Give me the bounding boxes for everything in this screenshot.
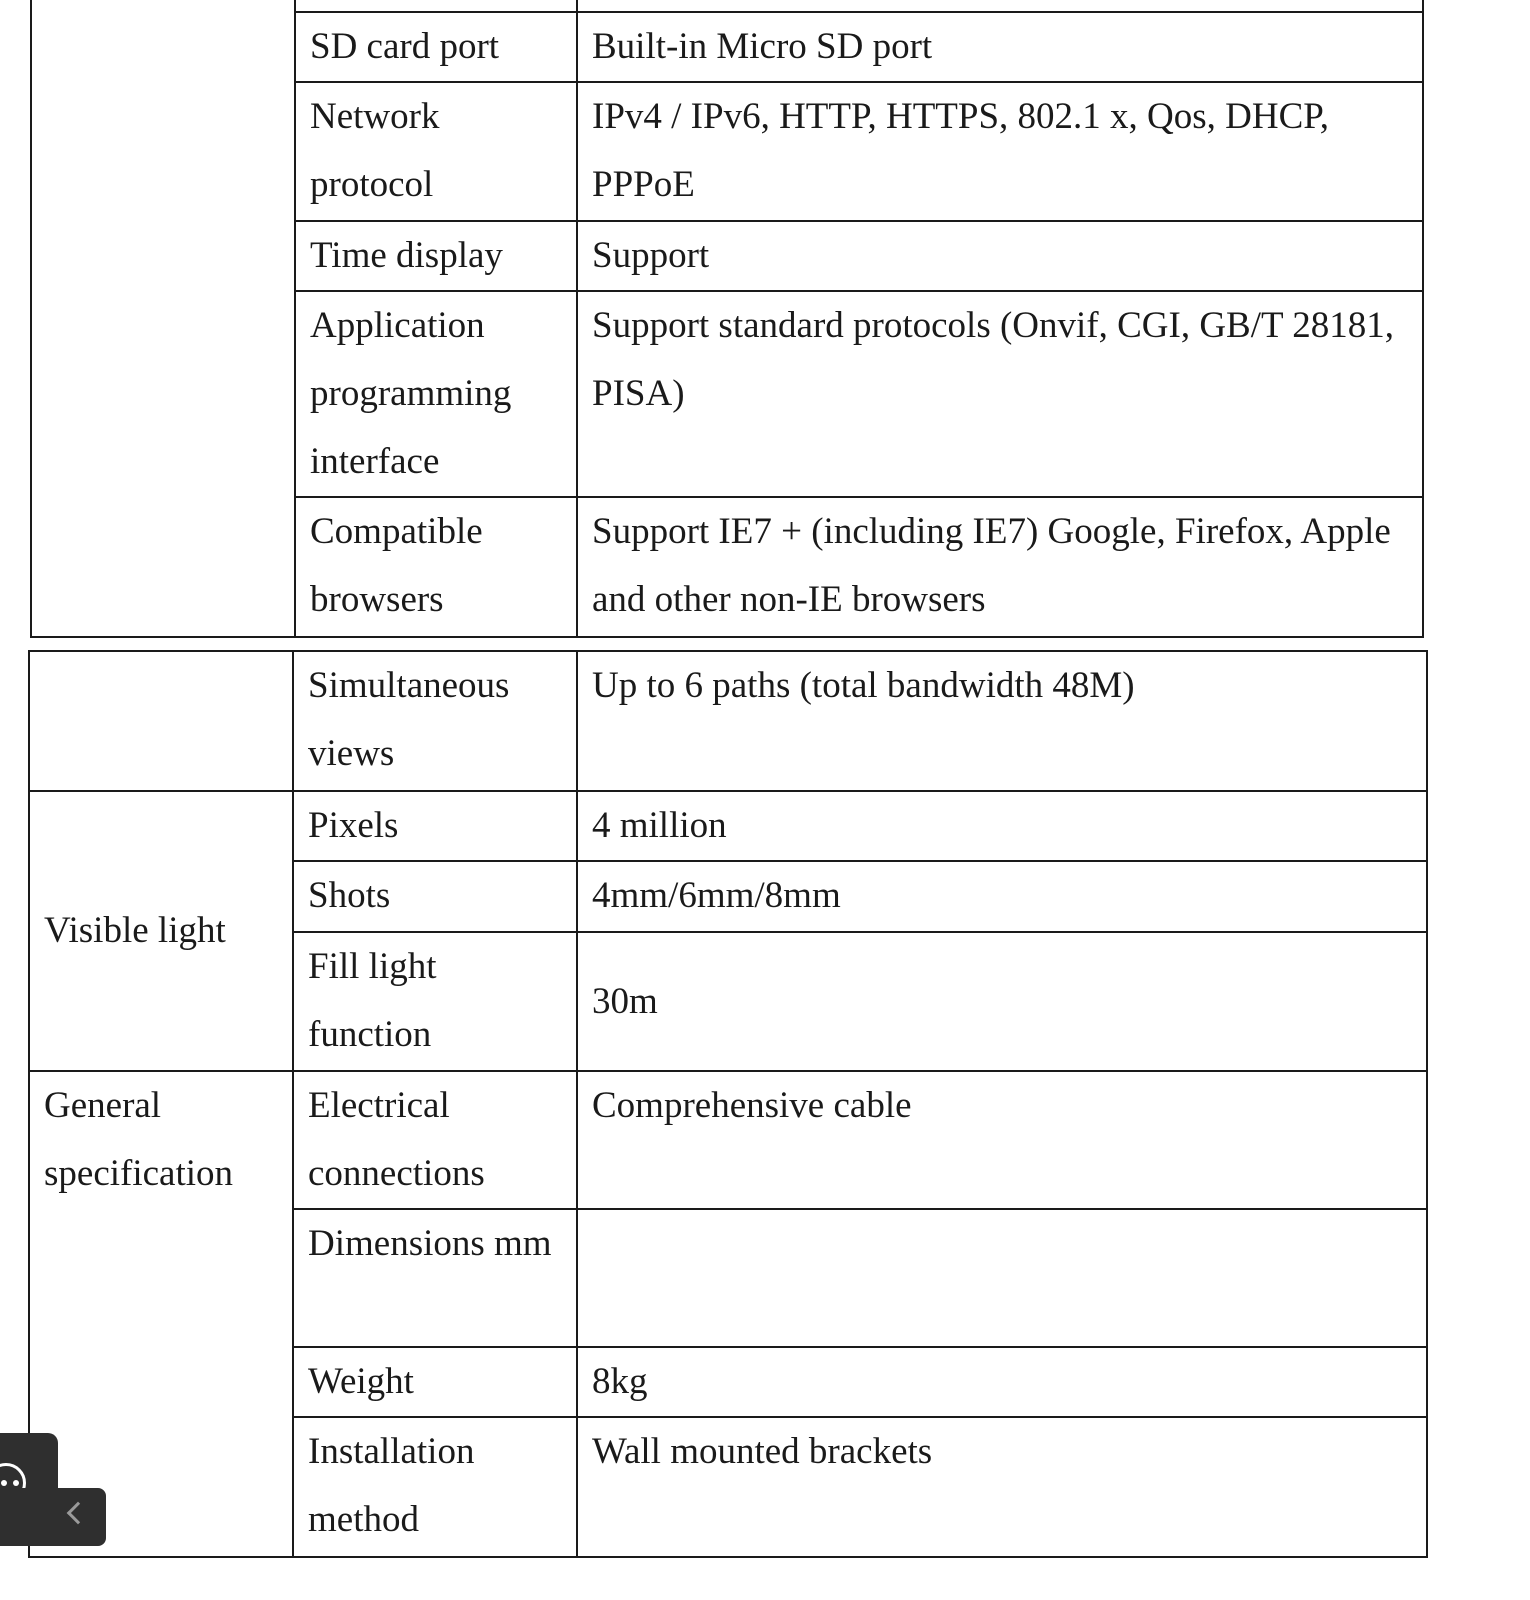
spec-label: Simultaneous views [293,651,577,791]
spec-label: Weight [293,1347,577,1417]
table-row [29,1071,1427,1209]
spec-value: Support IE7 + (including IE7) Google, Firefox, Apple and other non-IE browsers [577,497,1423,637]
spec-label: Pixels [293,791,577,861]
spec-table-top [30,0,1424,638]
spec-value: 4 million [577,791,1427,861]
collapse-button[interactable] [0,1488,106,1546]
spec-label: Network protocol [295,82,577,221]
spec-label: Compatible browsers [295,497,577,637]
spec-value: Comprehensive cable [577,1071,1427,1209]
spec-value: Support [577,221,1423,291]
spec-label: Time display [295,221,577,291]
category-general-specification: General specification [29,1071,293,1557]
spec-table-bottom [28,650,1428,1558]
spec-label: Application programming interface [295,291,577,497]
spec-value [577,0,1423,12]
table-row [31,0,1423,12]
spec-value [577,1209,1427,1347]
chevron-left-icon [67,1502,90,1525]
spec-label: Electrical connections [293,1071,577,1209]
spec-label: Installation method [293,1417,577,1557]
spec-value: IPv4 / IPv6, HTTP, HTTPS, 802.1 x, Qos, DHCP, PPPoE [577,82,1423,221]
category-visible-light: Visible light [29,791,293,1071]
spec-value: Support standard protocols (Onvif, CGI, GB/T 28181, PISA) [577,291,1423,497]
category-cell-blank [31,0,295,637]
spec-label: Shots [293,861,577,932]
spec-value: Up to 6 paths (total bandwidth 48M) [577,651,1427,791]
floating-side-widget [0,1433,106,1546]
spec-value: 30m [577,932,1427,1071]
spec-value: 4mm/6mm/8mm [577,861,1427,932]
spec-label: SD card port [295,12,577,82]
spec-value: Built-in Micro SD port [577,12,1423,82]
spec-label: Fill light function [293,932,577,1071]
spec-value: Wall mounted brackets [577,1417,1427,1557]
category-cell-blank [29,651,293,791]
table-row [29,651,1427,791]
spec-label [295,0,577,12]
table-row [29,791,1427,861]
spec-value: 8kg [577,1347,1427,1417]
spec-label: Dimensions mm [293,1209,577,1347]
